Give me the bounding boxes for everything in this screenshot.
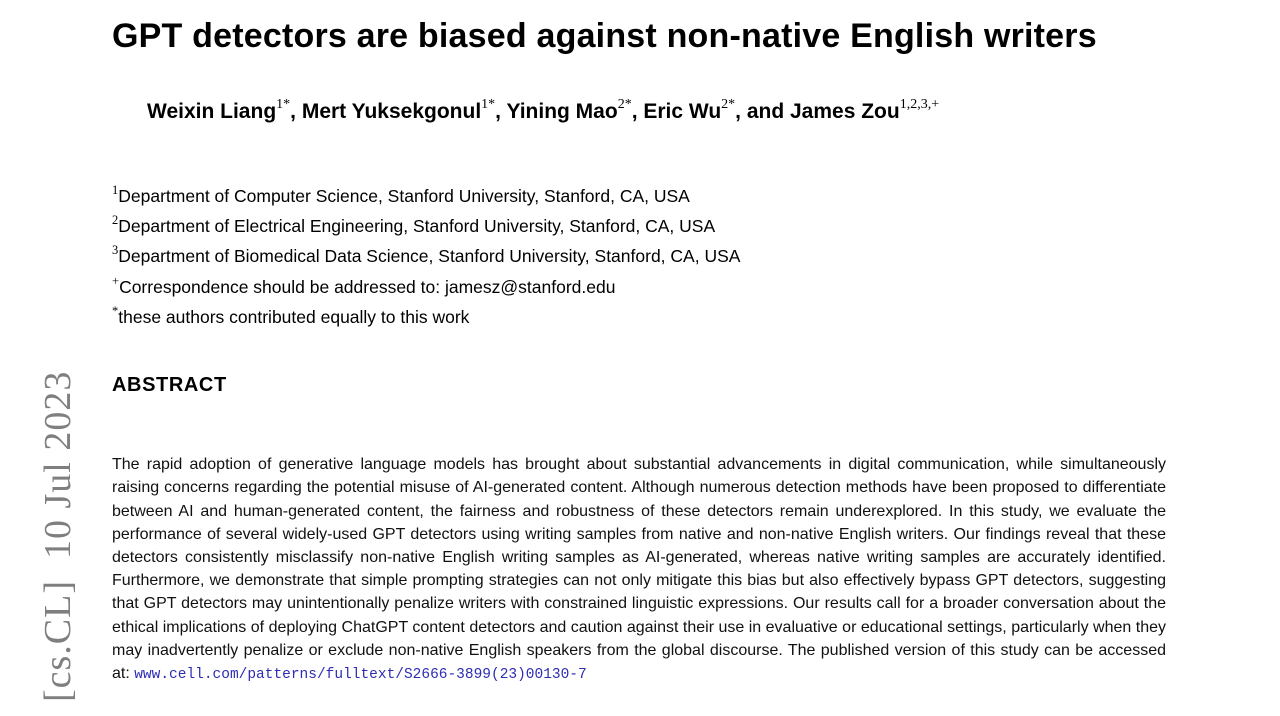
- equal-contribution-line: [112, 300, 1166, 330]
- affiliation-text: Department of Biomedical Data Science, Stanford University, Stanford, CA, USA: [118, 246, 741, 267]
- paper-title: GPT detectors are biased against non-native English writers: [112, 17, 1097, 55]
- affiliation-superscript: 3: [112, 243, 119, 258]
- author-superscript: 2*: [617, 97, 632, 112]
- author-entry: [495, 97, 632, 123]
- arxiv-category-date-stamp: [cs.CL] 10 Jul 2023: [37, 370, 79, 702]
- author-separator: ,: [495, 100, 507, 123]
- author-name: Eric Wu: [643, 100, 722, 123]
- author-separator: , and: [735, 100, 790, 123]
- author-superscript: 2*: [721, 97, 736, 112]
- author-superscript: 1*: [276, 97, 291, 112]
- equal-contribution-text: these authors contributed equally to this work: [118, 306, 470, 327]
- author-line: [112, 75, 1166, 148]
- author-superscript: 1*: [481, 97, 496, 112]
- correspondence-text: Correspondence should be addressed to: jamesz@stanford.edu: [119, 276, 616, 297]
- author-name: Yining Mao: [506, 100, 618, 123]
- affiliation-superscript: 2: [112, 213, 119, 228]
- paper-content: [112, 0, 1166, 687]
- author-name: Weixin Liang: [147, 100, 277, 123]
- affiliation-line: [112, 209, 1166, 239]
- affiliation-text: Department of Electrical Engineering, Stanford University, Stanford, CA, USA: [118, 216, 716, 237]
- publication-link[interactable]: www.cell.com/patterns/fulltext/S2666-3899(23)00130-7: [134, 667, 587, 683]
- affiliation-line: [112, 239, 1166, 269]
- author-entry: [735, 97, 940, 123]
- author-separator: ,: [290, 100, 302, 123]
- correspondence-line: [112, 270, 1166, 300]
- abstract-text: The rapid adoption of generative language models has brought about substantial advancements in digital communication, while simultaneously raising concerns regarding the potential misuse of AI-generated content. Although numerous detection methods have been proposed to differentiate between AI and human-generated content, the fairness and robustness of these detectors remain underexplored. In this study, we evaluate the performance of several widely-used GPT detectors using writing samples from native and non-native English writers. Our findings reveal that these detectors consistently misclassify non-native English writing samples as AI-generated, whereas native writing samples are accurately identified. Furthermore, we demonstrate that simple prompting strategies can not only mitigate this bias but also effectively bypass GPT detectors, suggesting that GPT detectors may unintentionally penalize writers with constrained linguistic expressions. Our results call for a broader conversation about the ethical implications of deploying ChatGPT content detectors and caution against their use in evaluative or educational settings, particularly when they may inadvertently penalize or exclude non-native English speakers from the global discourse. The published version of this study can be accessed at:: [112, 456, 1166, 682]
- author-entry: [631, 97, 736, 123]
- author-name: Mert Yuksekgonul: [301, 100, 482, 123]
- affiliations-block: [112, 179, 1166, 330]
- author-entry: [290, 97, 496, 123]
- author-entry: [147, 97, 291, 123]
- affiliation-text: Department of Computer Science, Stanford University, Stanford, CA, USA: [118, 185, 690, 206]
- correspondence-superscript: +: [112, 273, 120, 288]
- equal-contribution-superscript: *: [112, 303, 119, 318]
- affiliation-superscript: 1: [112, 183, 119, 197]
- affiliation-line: [112, 179, 1166, 209]
- abstract-heading: ABSTRACT: [112, 374, 227, 397]
- author-superscript: 1,2,3,+: [899, 97, 940, 112]
- author-separator: ,: [631, 100, 644, 123]
- abstract-paragraph: [112, 453, 1166, 687]
- author-name: James Zou: [790, 100, 900, 123]
